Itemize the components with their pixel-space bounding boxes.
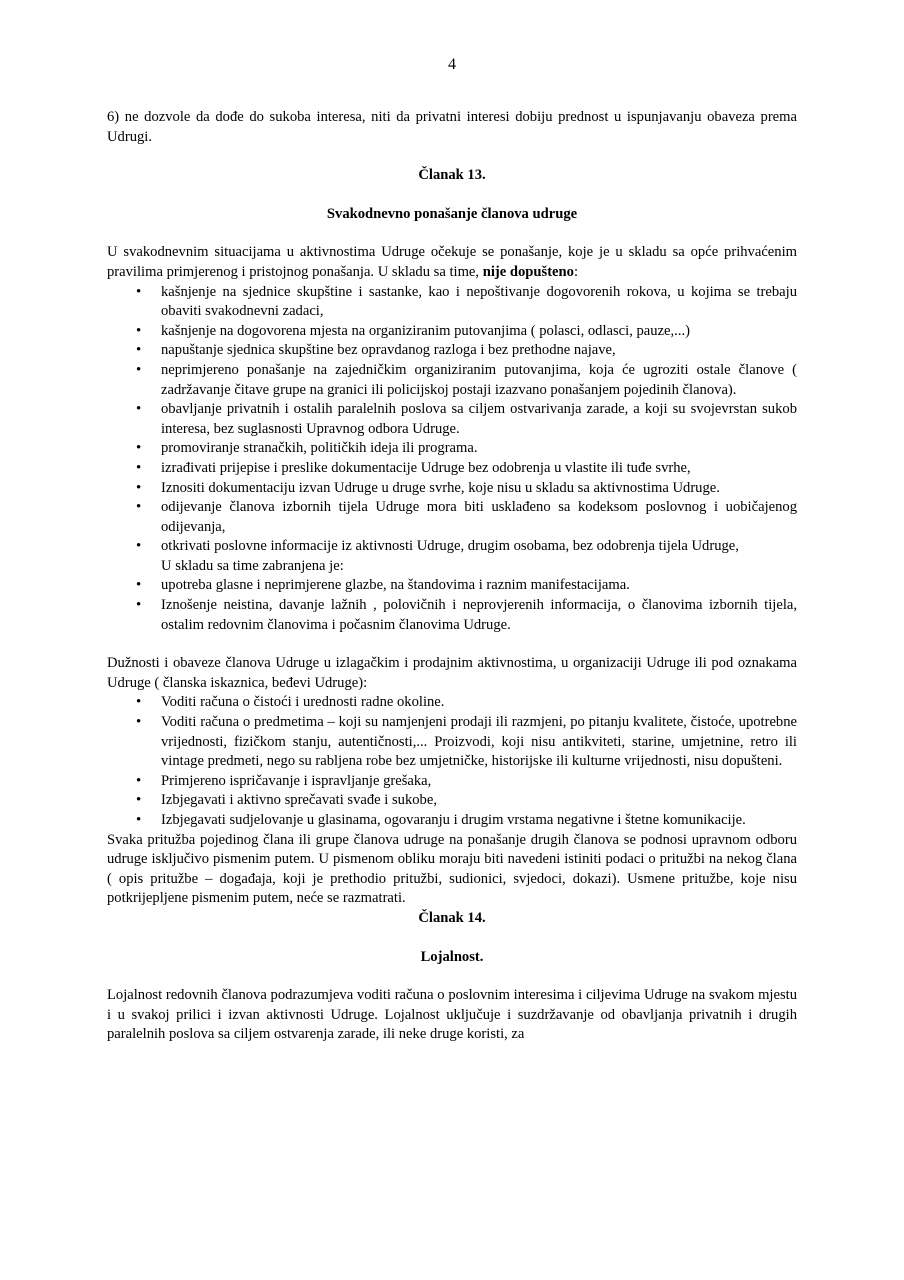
list-item: • napuštanje sjednica skupštine bez opravdanog razloga i bez prethodne najave, [107,341,797,361]
list-item: • Iznositi dokumentaciju izvan Udruge u druge svrhe, koje nisu u skladu sa aktivnostima Udruge. [107,479,797,499]
complaints-paragraph: Svaka pritužba pojedinog člana ili grupe članova udruge na ponašanje drugih članova se podnosi upravnom odboru udruge isključivo pismenim putem. U pismenom obliku moraju biti navedeni istiniti podaci o pritužbi na nekog člana ( opis pritužbe – događaja, koji je prethodio pritužbi, sudionici, svjedoci, dokazi). Usmene pritužbe, koje nisu potkrijepljene pismenim putem, neće se razmatrati. [107,831,797,907]
list-item: • kašnjenje na dogovorena mjesta na organiziranim putovanjima ( polasci, odlasci, pauze,...) [107,322,797,342]
list-item: • upotreba glasne i neprimjerene glazbe, na štandovima i raznim manifestacijama. [107,576,797,596]
article-13-title: Članak 13. [418,167,486,184]
list-item: • obavljanje privatnih i ostalih paralelnih poslova sa ciljem ostvarivanja zarade, a koji su svojevrstan sukob interesa, bez suglasnosti Upravnog odbora Udruge. [107,400,797,439]
list-item: • otkrivati poslovne informacije iz aktivnosti Udruge, drugim osobama, bez odobrenja tijela Udruge, [107,537,797,557]
not-allowed-list [107,283,797,557]
page-content [107,108,797,1045]
list-item: • odijevanje članova izbornih tijela Udruge mora biti usklađeno sa kodeksom poslovnog i uobičajenog odijevanja, [107,498,797,537]
duties-list [107,693,797,830]
list-item: • neprimjereno ponašanje na zajedničkim organiziranim putovanjima, koja će ugroziti ostale članove ( zadržavanje čitave grupe na granici ili policijskoj postaji izazvano ponašanjem pojedinih članova). [107,361,797,400]
intro-end: : [573,263,579,280]
intro-bold: nije dopušteno [482,263,574,280]
list-item: • Izbjegavati sudjelovanje u glasinama, ogovaranju i drugim vrstama negativne i štetne komunikacije. [107,811,797,831]
list-item: • Primjereno ispričavanje i ispravljanje grešaka, [107,772,797,792]
page-number: 4 [448,56,456,73]
list-item: • izrađivati prijepise i preslike dokumentacije Udruge bez odobrenja u vlastite ili tuđe svrhe, [107,459,797,479]
list-item: • Voditi računa o predmetima – koji su namjenjeni prodaji ili razmjeni, po pitanju kvalitete, čistoće, upotrebne vrijednosti, fizičkom stanju, autentičnosti,... Proizvodi, koji nisu antikviteti, starine, umjetnine, retro ili vintage predmeti, nego su rabljena robe bez umjetničke, historijske ili kulturne vrijednosti, nisu dopušteni. [107,713,797,772]
article-13-subtitle: Svakodnevno ponašanje članova udruge [326,205,578,222]
article-13-intro [107,243,797,282]
forbidden-intro: U skladu sa time zabranjena je: [161,557,344,574]
article-14-title: Članak 14. [418,909,486,926]
list-item: • kašnjenje na sjednice skupštine i sastanke, kao i nepoštivanje dogovorenih rokova, u kojima se trebaju obaviti svakodnevni zadaci, [107,283,797,322]
duties-intro: Dužnosti i obaveze članova Udruge u izlagačkim i prodajnim aktivnostima, u organizaciji Udruge ili pod oznakama Udruge ( članska iskaznica, beđevi Udruge): [107,655,797,691]
forbidden-list [107,576,797,635]
article-14-subtitle: Lojalnost. [420,948,484,965]
loyalty-paragraph: Lojalnost redovnih članova podrazumjeva voditi računa o poslovnim interesima i ciljevima Udruge na svakom mjestu i u svakoj prilici i izvan aktivnosti Udruge. Lojalnost uključuje i suzdržavanje od obavljanja privatnih i drugih paralelnih poslova sa ciljem ostvarenja zarade, ili neke druge koristi, za [107,987,797,1043]
intro-text: U svakodnevnim situacijama u aktivnostima Udruge očekuje se ponašanje, koje je u skladu sa opće prihvaćenim pravilima primjerenog i pristojnog ponašanja. U skladu sa time, [107,244,797,280]
list-item: • promoviranje stranačkih, političkih ideja ili programa. [107,439,797,459]
list-item: • Iznošenje neistina, davanje lažnih , polovičnih i neprovjerenih informacija, o članovima izbornih tijela, ostalim redovnim članovima i počasnim članovima Udruge. [107,596,797,635]
intro-item-6: 6) ne dozvole da dođe do sukoba interesa, niti da privatni interesi dobiju prednost u ispunjavanju obaveza prema Udrugi. [107,109,797,145]
list-item: • Izbjegavati i aktivno sprečavati svađe i sukobe, [107,791,797,811]
list-item: • Voditi računa o čistoći i urednosti radne okoline. [107,693,797,713]
